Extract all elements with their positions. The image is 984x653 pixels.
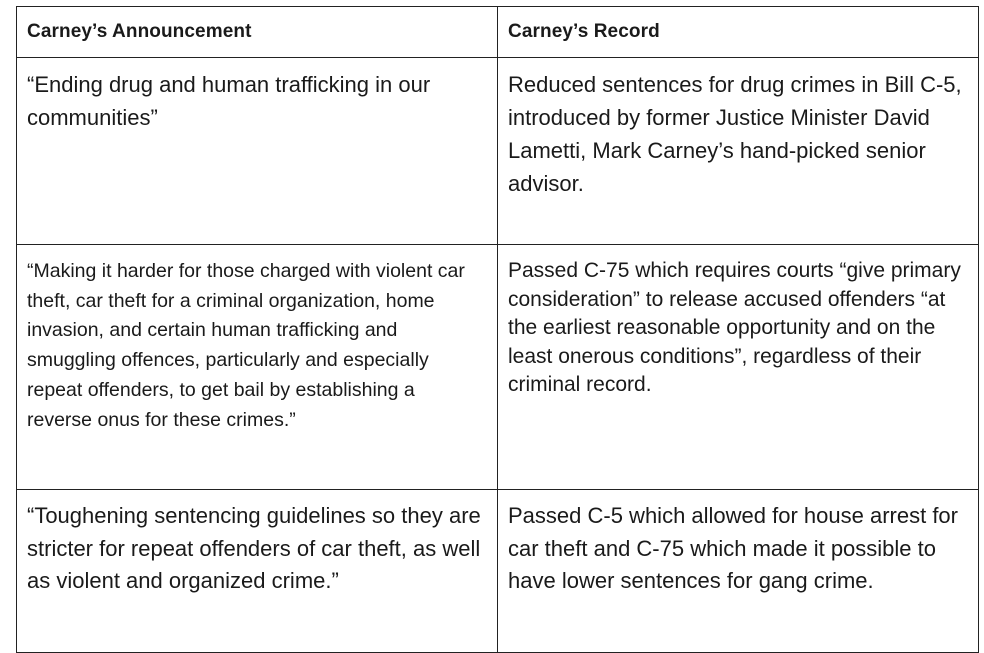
- record-cell: [498, 58, 979, 245]
- record-cell: [498, 245, 979, 490]
- announcement-cell: [17, 245, 498, 490]
- announcement-cell: [17, 58, 498, 245]
- announcement-cell: [17, 490, 498, 653]
- table-row: [17, 58, 979, 245]
- record-cell: [498, 490, 979, 653]
- table-row: [17, 490, 979, 653]
- record-text: Passed C-75 which requires courts “give primary consideration” to release accused offenders “at the earliest reasonable opportunity and on the least onerous conditions”, regardless of their criminal record.: [508, 259, 961, 397]
- header-announcement: Carney’s Announcement: [17, 7, 498, 58]
- announcement-text: “Toughening sentencing guidelines so they are stricter for repeat offenders of car theft, as well as violent and organized crime.”: [27, 503, 481, 593]
- table-header-row: [17, 7, 979, 58]
- announcement-text: “Ending drug and human trafficking in our communities”: [27, 72, 431, 130]
- record-text: Reduced sentences for drug crimes in Bill C-5, introduced by former Justice Minister David Lametti, Mark Carney’s hand-picked senior advisor.: [508, 72, 962, 196]
- record-text: Passed C-5 which allowed for house arrest for car theft and C-75 which made it possible to have lower sentences for gang crime.: [508, 503, 958, 593]
- comparison-table: [16, 6, 979, 653]
- header-record: Carney’s Record: [498, 7, 979, 58]
- table-row: [17, 245, 979, 490]
- announcement-text: “Making it harder for those charged with violent car theft, car theft for a criminal organization, home invasion, and certain human trafficking and smuggling offences, particularly and especially repeat offenders, to get bail by establishing a reverse onus for these crimes.”: [27, 260, 465, 431]
